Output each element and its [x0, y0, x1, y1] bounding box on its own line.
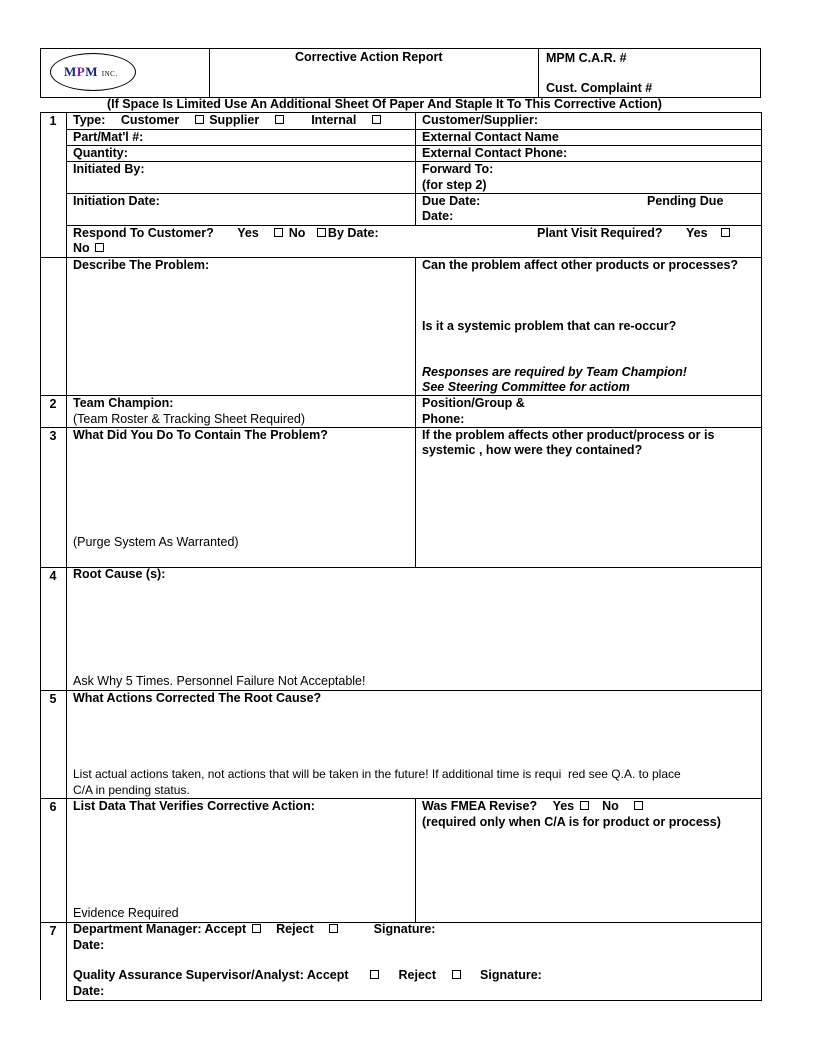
fmea-no-label: No	[602, 799, 619, 813]
respond-no-label: No	[288, 226, 306, 240]
describe-problem-label: Describe The Problem:	[73, 258, 210, 272]
phone-label: Phone:	[422, 412, 465, 426]
section-number-2: 2	[49, 397, 57, 411]
external-contact-phone-label: External Contact Phone:	[422, 146, 568, 160]
evidence-required-note: Evidence Required	[73, 906, 179, 920]
car-number-label: MPM C.A.R. #	[546, 51, 627, 65]
type-customer-label: Customer	[120, 113, 180, 127]
grid-left	[40, 112, 41, 1000]
contain-problem-label: What Did You Do To Contain The Problem?	[73, 428, 328, 442]
affect-other-label: Can the problem affect other products or processes?	[422, 258, 739, 272]
qa-reject-checkbox[interactable]	[452, 970, 461, 979]
actions-corrected-label: What Actions Corrected The Root Cause?	[73, 691, 322, 705]
report-title: Corrective Action Report	[295, 50, 443, 64]
forward-to-label: Forward To:	[422, 162, 494, 176]
qa-supervisor-row	[73, 968, 542, 983]
fmea-label: Was FMEA Revise?	[422, 799, 538, 813]
grid-number-col	[66, 112, 67, 1000]
pending-due-date-label: Date:	[422, 209, 454, 223]
initiated-by-label: Initiated By:	[73, 162, 145, 176]
initiation-date-label: Initiation Date:	[73, 194, 160, 208]
section-number-4: 4	[49, 569, 57, 583]
pending-due-label: Pending Due	[647, 194, 724, 208]
complaint-number-label: Cust. Complaint #	[546, 81, 653, 95]
qa-accept-label: Quality Assurance Supervisor/Analyst: Accept	[73, 968, 349, 982]
respond-label: Respond To Customer?	[73, 226, 214, 240]
grid-right	[761, 112, 762, 1000]
header-divider-left	[209, 48, 210, 98]
type-label: Type:	[73, 113, 106, 127]
section-number-6: 6	[49, 800, 57, 814]
list-actions-note-2: C/A in pending status.	[73, 783, 190, 797]
fmea-no-checkbox[interactable]	[634, 801, 643, 810]
section-number-7: 7	[49, 924, 57, 938]
grid-mid-2	[415, 257, 416, 568]
row-line	[66, 145, 762, 146]
section-number-1: 1	[49, 114, 57, 128]
type-internal-checkbox[interactable]	[372, 115, 381, 124]
external-contact-name-label: External Contact Name	[422, 130, 559, 144]
customer-supplier-label: Customer/Supplier:	[422, 113, 538, 127]
dept-manager-accept-label: Department Manager: Accept	[73, 922, 247, 936]
dept-manager-signature-label: Signature:	[373, 922, 436, 936]
steering-committee-note: See Steering Committee for actiom	[422, 380, 630, 394]
root-cause-label: Root Cause (s):	[73, 567, 166, 581]
quantity-label: Quantity:	[73, 146, 128, 160]
qa-date-label: Date:	[73, 984, 105, 998]
qa-accept-checkbox[interactable]	[370, 970, 379, 979]
affects-other-label-2: systemic , how were they contained?	[422, 443, 643, 457]
respond-row	[73, 226, 379, 241]
logo-text: MPM	[64, 64, 99, 79]
plant-visit-row	[537, 226, 732, 241]
systemic-label: Is it a systemic problem that can re-occur?	[422, 319, 677, 333]
type-supplier-label: Supplier	[209, 113, 260, 127]
dept-manager-date-label: Date:	[73, 938, 105, 952]
plant-visit-label: Plant Visit Required?	[537, 226, 663, 240]
type-internal-label: Internal	[311, 113, 357, 127]
type-row	[73, 113, 383, 128]
grid-bottom	[66, 1000, 762, 1001]
responses-required-note: Responses are required by Team Champion!	[422, 365, 687, 379]
purge-system-note: (Purge System As Warranted)	[73, 535, 239, 549]
row-line	[66, 161, 762, 162]
fmea-yes-label: Yes	[552, 799, 575, 813]
position-group-label: Position/Group &	[422, 396, 525, 410]
logo-inc: INC.	[101, 70, 118, 78]
plant-visit-yes-checkbox[interactable]	[721, 228, 730, 237]
row-line	[66, 129, 762, 130]
part-number-label: Part/Mat'l #:	[73, 130, 144, 144]
team-champion-label: Team Champion:	[73, 396, 174, 410]
forward-note: (for step 2)	[422, 178, 487, 192]
section-number-5: 5	[49, 692, 57, 706]
qa-reject-label: Reject	[398, 968, 437, 982]
respond-yes-label: Yes	[237, 226, 259, 240]
qa-signature-label: Signature:	[480, 968, 542, 982]
list-actions-note-1: List actual actions taken, not actions that will be taken in the future! If additional time is requi red see Q.A. to place	[73, 767, 681, 781]
type-supplier-checkbox[interactable]	[275, 115, 284, 124]
section-number-3: 3	[49, 429, 57, 443]
header-divider-right	[538, 48, 539, 98]
due-date-label: Due Date:	[422, 194, 481, 208]
plant-visit-no-row	[73, 241, 106, 256]
type-customer-checkbox[interactable]	[195, 115, 204, 124]
plant-visit-no-label: No	[73, 241, 90, 255]
grid-mid-3	[415, 798, 416, 922]
team-roster-note: (Team Roster & Tracking Sheet Required)	[73, 412, 306, 426]
dept-manager-row	[73, 922, 435, 937]
space-notice: (If Space Is Limited Use An Additional Sheet Of Paper And Staple It To This Corrective Action)	[107, 97, 662, 111]
fmea-yes-checkbox[interactable]	[580, 801, 589, 810]
dept-manager-accept-checkbox[interactable]	[252, 924, 261, 933]
dept-manager-reject-label: Reject	[276, 922, 314, 936]
plant-visit-yes-label: Yes	[685, 226, 708, 240]
company-logo	[50, 53, 136, 91]
dept-manager-reject-checkbox[interactable]	[329, 924, 338, 933]
plant-visit-no-checkbox[interactable]	[95, 243, 104, 252]
by-date-label: By Date:	[327, 226, 379, 240]
affects-other-label-1: If the problem affects other product/process or is	[422, 428, 715, 442]
fmea-note: (required only when C/A is for product or process)	[422, 815, 721, 829]
by-date-checkbox[interactable]	[317, 228, 326, 237]
fmea-row	[422, 799, 645, 814]
verify-data-label: List Data That Verifies Corrective Action:	[73, 799, 315, 813]
ask-why-note: Ask Why 5 Times. Personnel Failure Not Acceptable!	[73, 674, 366, 688]
respond-yes-checkbox[interactable]	[274, 228, 283, 237]
